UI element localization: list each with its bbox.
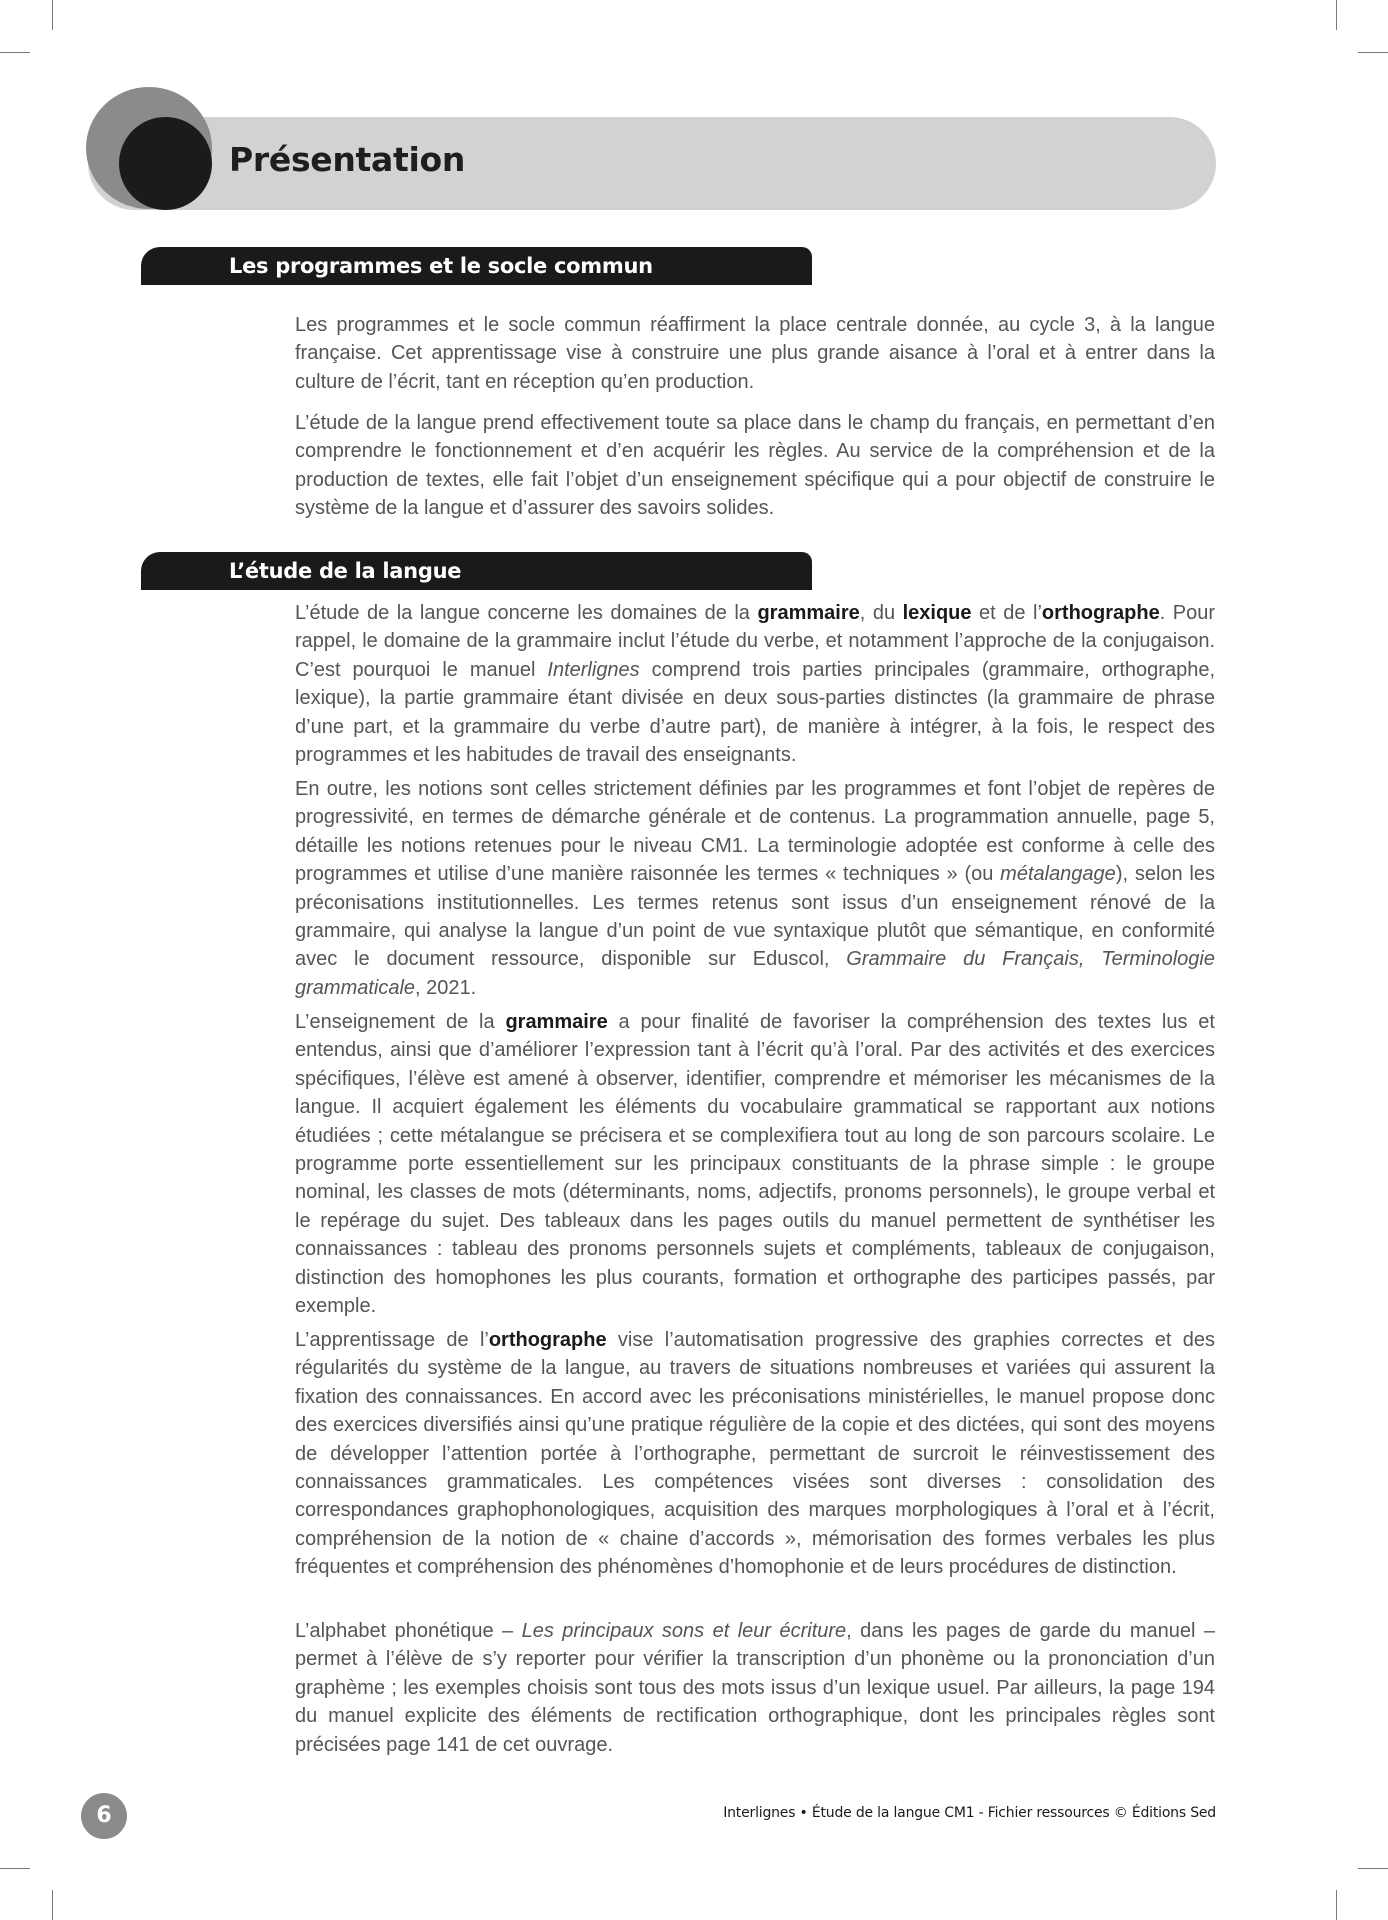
text-run: . Pour rappel, le domaine de la grammaire inclut l’étude du verbe, et notamment l’approche de la conjugaison. C’est pourquoi le manuel [295, 602, 1216, 681]
paragraph [295, 1008, 1215, 1320]
emphasis-bold: orthographe [1041, 602, 1160, 624]
emphasis-bold: lexique [902, 602, 972, 624]
text-run: ), selon les préconisations institutionnelles. Les termes retenus sont issus d’un enseignement rénové de la grammaire, qui analyse la langue d’un point de vue syntaxique plutôt que sémantique, en conformité avec le document ressource, disponible sur Eduscol, [295, 863, 1215, 971]
text-run: L’étude de la langue concerne les domaines de la [295, 602, 758, 624]
text-run: L’étude de la langue prend effectivement toute sa place dans le champ du français, en permettant d’en comprendre le fonctionnement et d’en acquérir les règles. Au service de la compréhension et de la production de textes, elle fait l’objet d’un enseignement spécifique qui a pour objectif de construire le système de la langue et d’assurer des savoirs solides. [295, 412, 1215, 520]
text-run: En outre, les notions sont celles strictement définies par les programmes et font l’objet de repères de progressivité, en termes de démarche générale et de contenus. La programmation annuelle, page 5, détaille les notions retenues pour le niveau CM1. La terminologie adoptée est conforme à celle des programmes et utilise d’une manière raisonnée les termes « techniques » (ou [295, 778, 1215, 886]
paragraph [295, 1617, 1215, 1759]
emphasis-bold: grammaire [757, 602, 860, 624]
text-run: vise l’automatisation progressive des graphies correctes et des régularités du système de la langue, au travers de situations nombreuses et variées qui assurent la fixation des connaissances. En accord avec les préconisations ministérielles, le manuel propose donc des exercices diversifiés ainsi qu’une pratique régulière de la copie et des dictées, qui sont des moyens de développer l’attention portée à l’orthographe, permettant de surcroit le réinvestissement des connaissances grammaticales. Les compétences visées sont diverses : consolidation des correspondances graphophonologiques, acquisition des marques morphologiques à l’oral et à l’écrit, compréhension de la notion de « chaine d’accords », mémorisation des formes verbales les plus fréquentes et compréhension des phénomènes d’homophonie et de leurs procédures de distinction. [295, 1329, 1215, 1579]
footer-credit: Interlignes • Étude de la langue CM1 - Fichier ressources © Éditions Sed [723, 1805, 1216, 1821]
paragraph [295, 311, 1215, 396]
emphasis-italic: métalangage [1000, 863, 1116, 886]
emphasis-italic: Interlignes [547, 658, 640, 681]
crop-mark [1358, 52, 1388, 53]
text-run: Les programmes et le socle commun réaffirment la place centrale donnée, au cycle 3, à la langue française. Cet apprentissage vise à construire une plus grande aisance à l’oral et à entrer dans la culture de l’écrit, tant en réception qu’en production. [295, 314, 1215, 393]
section-heading: L’étude de la langue [229, 559, 462, 583]
crop-mark [0, 52, 30, 53]
page-title: Présentation [229, 140, 466, 179]
emphasis-bold: grammaire [505, 1011, 608, 1033]
crop-mark [1336, 1890, 1337, 1920]
crop-mark [52, 0, 53, 30]
text-run: , dans les pages de garde du manuel –permet à l’élève de s’y reporter pour vérifier la transcription d’un phonème ou la prononciation d’un graphème ; les exemples choisis sont tous des mots issus d’un lexique usuel. Par ailleurs, la page 194 du manuel explicite des éléments de rectification orthographique, dont les principales règles sont précisées page 141 de cet ouvrage. [295, 1620, 1215, 1756]
text-run: et de l’ [971, 602, 1042, 624]
page-number: 6 [81, 1793, 127, 1839]
text-run: a pour finalité de favoriser la compréhension des textes lus et entendus, ainsi que d’améliorer l’expression tant à l’écrit qu’à l’oral. Par des activités et des exercices spécifiques, l’élève est amené à observer, identifier, comprendre et mémoriser les mécanismes de la langue. Il acquiert également les éléments du vocabulaire grammatical se rapportant aux notions étudiées ; cette métalangue se précisera et se complexifiera tout au long de son parcours scolaire. Le programme porte essentiellement sur les principaux constituants de la phrase simple : le groupe nominal, les classes de mots (déterminants, noms, adjectifs, pronoms personnels), le groupe verbal et le repérage du sujet. Des tableaux dans les pages outils du manuel permettent de synthétiser les connaissances : tableau des pronoms personnels sujets et compléments, tableaux de conjugaison, distinction des homophones les plus courants, formation et orthographe des participes passés, par exemple. [295, 1011, 1215, 1318]
text-run: L’enseignement de la [295, 1011, 506, 1033]
section-heading: Les programmes et le socle commun [229, 254, 653, 278]
text-run: comprend trois parties principales (grammaire, orthographe, lexique), la partie grammaire étant divisée en deux sous-parties distinctes (la grammaire de phrase d’une part, et la grammaire du verbe d’autre part), de manière à intégrer, à la fois, le respect des programmes et les habitudes de travail des enseignants. [295, 658, 1216, 767]
crop-mark [0, 1868, 30, 1869]
text-run: , 2021. [415, 976, 477, 999]
emphasis-bold: orthographe [488, 1329, 607, 1351]
paragraph [295, 409, 1215, 523]
paragraph [295, 1326, 1215, 1582]
text-run: , du [859, 602, 903, 624]
emphasis-italic: Grammaire du Français, Terminologie grammaticale [295, 948, 1215, 999]
crop-mark [1358, 1868, 1388, 1869]
header-circle-inner [119, 117, 212, 210]
crop-mark [1336, 0, 1337, 30]
paragraph [295, 599, 1215, 769]
text-run: L’alphabet phonétique – [295, 1620, 522, 1642]
text-run: L’apprentissage de l’ [295, 1329, 489, 1351]
crop-mark [52, 1890, 53, 1920]
emphasis-italic: Les principaux sons et leur écriture [521, 1620, 847, 1642]
paragraph [295, 775, 1215, 1002]
